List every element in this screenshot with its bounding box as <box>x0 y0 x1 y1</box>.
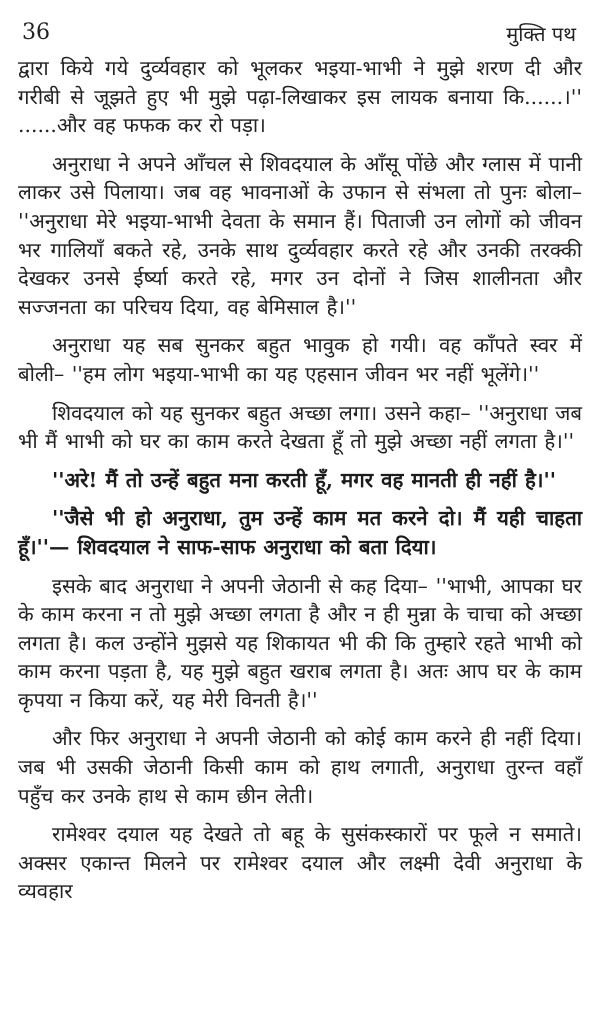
paragraph: और फिर अनुराधा ने अपनी जेठानी को कोई काम करने ही नहीं दिया। जब भी उसकी जेठानी किसी काम को हाथ लगाती, अनुराधा तुरन्त वहाँ पहुँच कर उनके हाथ से काम छीन लेती। <box>18 726 582 808</box>
body-text <box>18 54 582 906</box>
paragraph: ''अरे! मैं तो उन्हें बहुत मना करती हूँ, मगर वह मानती ही नहीं है।'' <box>52 467 556 492</box>
paragraph: ''जैसे भी हो अनुराधा, तुम उन्हें काम मत करने दो। मैं यही चाहता हूँ।''— शिवदयाल ने साफ-साफ अनुराधा को बता दिया। <box>18 506 582 559</box>
paragraph: अनुराधा यह सब सुनकर बहुत भावुक हो गयी। वह काँपते स्वर में बोली– ''हम लोग भइया-भाभी का यह एहसान जीवन भर नहीं भूलेंगे।'' <box>18 333 582 386</box>
paragraph: रामेश्वर दयाल यह देखते तो बहू के सुसंकस्कारों पर फूले न समाते। अक्सर एकान्त मिलने पर रामेश्वर दयाल और लक्ष्मी देवी अनुराधा के व्यवहार <box>18 822 582 904</box>
page-number: 36 <box>22 20 50 45</box>
paragraph: अनुराधा ने अपने आँचल से शिवदयाल के आँसू पोंछे और ग्लास में पानी लाकर उसे पिलाया। जब वह भावनाओं के उफान से संभला तो पुनः बोला– ''अनुराधा मेरे भइया-भाभी देवता के समान हैं। पिताजी उन लोगों को जीवन भर गालियाँ बकते रहे, उनके साथ दुर्व्यवहार करते रहे और उनकी तरक्की देखकर उनसे ईर्ष्या करते रहे, मगर उन दोनों ने जिस शालीनता और सज्जनता का परिचय दिया, वह बेमिसाल है।'' <box>18 151 582 319</box>
paragraph: शिवदयाल को यह सुनकर बहुत अच्छा लगा। उसने कहा– ''अनुराधा जब भी मैं भाभी को घर का काम करते देखता हूँ तो मुझे अच्छा नहीं लगता है।'' <box>18 400 582 454</box>
running-title: मुक्ति पथ <box>506 22 576 46</box>
paragraph: इसके बाद अनुराधा ने अपनी जेठानी से कह दिया– ''भाभी, आपका घर के काम करना न तो मुझे अच्छा लगता है और न ही मुन्ना के चाचा को अच्छा लगता है। कल उन्होंने मुझसे यह शिकायत भी की कि तुम्हारे रहते भाभी को काम करना पड़ता है, यह मुझे बहुत खराब लगता है। अतः आप घर के काम कृपया न किया करें, यह मेरी विनती है।'' <box>18 573 582 712</box>
paragraph: द्वारा किये गये दुर्व्यवहार को भूलकर भइया-भाभी ने मुझे शरण दी और गरीबी से जूझते हुए भी मुझे पढ़ा-लिखाकर इस लायक बनाया कि......।'' ......और वह फफक कर रो पड़ा। <box>18 56 582 138</box>
page-header <box>18 14 582 54</box>
